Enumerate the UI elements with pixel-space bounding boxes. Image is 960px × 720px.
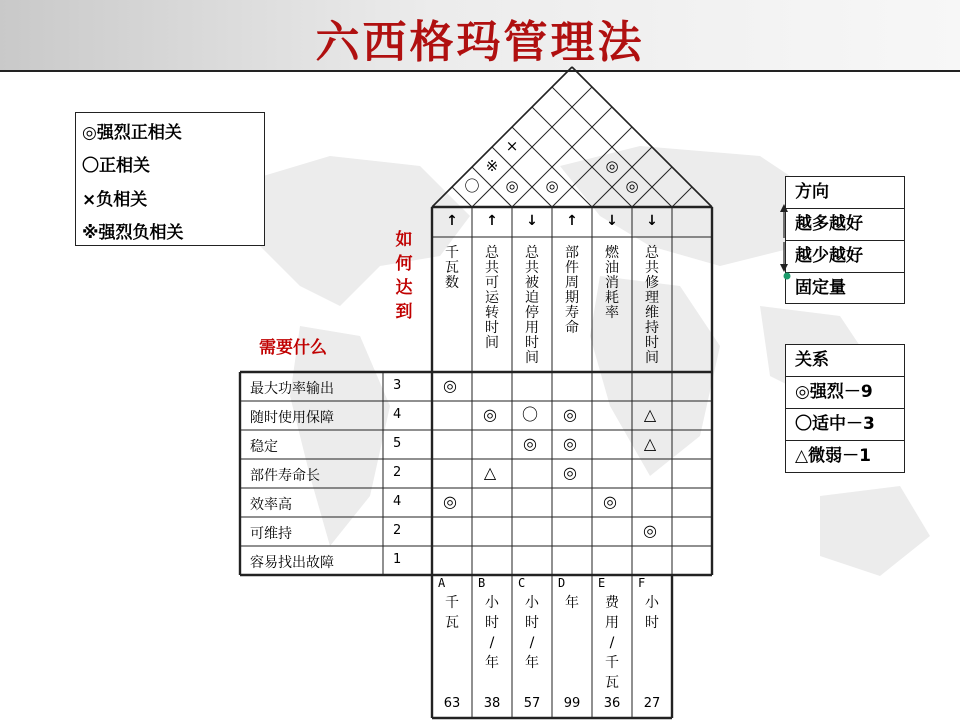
roof-correlation-symbol: ※ bbox=[485, 157, 499, 175]
how-target-value: 38 bbox=[483, 696, 501, 711]
direction-legend-more: 越多越好 bbox=[786, 209, 904, 241]
how-target-value: 99 bbox=[563, 696, 581, 711]
how-direction-arrow: ↑ bbox=[566, 213, 578, 229]
how-unit: 年 bbox=[565, 595, 579, 611]
how-unit: 小 时 / 年 bbox=[485, 595, 499, 671]
what-name: 稳定 bbox=[250, 439, 278, 455]
what-weight: 4 bbox=[393, 407, 402, 422]
how-letter: C bbox=[518, 576, 526, 590]
relationship-symbol: ◎ bbox=[563, 463, 577, 482]
what-name: 效率高 bbox=[250, 497, 292, 513]
roof-correlation-symbol: × bbox=[505, 137, 519, 155]
how-letter: D bbox=[558, 576, 566, 590]
relationship-symbol: ◎ bbox=[563, 434, 577, 453]
relationship-symbol: △ bbox=[643, 405, 657, 424]
what-weight: 3 bbox=[393, 378, 402, 393]
how-name: 总 共 被 迫 停 用 时 间 bbox=[525, 245, 539, 366]
relation-legend-weak: △微弱－1 bbox=[795, 446, 871, 466]
relationship-symbol: △ bbox=[483, 463, 497, 482]
what-weight: 1 bbox=[393, 552, 402, 567]
direction-legend-less: 越少越好 bbox=[786, 241, 904, 273]
relationship-symbol: △ bbox=[643, 434, 657, 453]
page-title: 六西格玛管理法 bbox=[315, 17, 645, 68]
roof-correlation-symbol: ◎ bbox=[505, 177, 519, 195]
what-weight: 5 bbox=[393, 436, 402, 451]
relation-legend-title: 关系 bbox=[786, 345, 904, 377]
what-name: 随时使用保障 bbox=[250, 410, 334, 426]
how-letter: A bbox=[438, 576, 446, 590]
legend-strong-positive: ◎强烈正相关 bbox=[82, 123, 182, 143]
what-weight: 2 bbox=[393, 465, 402, 480]
relationship-symbol: 〇 bbox=[521, 405, 538, 424]
how-target-value: 36 bbox=[603, 696, 621, 711]
how-name: 总 共 可 运 转 时 间 bbox=[485, 245, 499, 351]
relationship-symbol: ◎ bbox=[443, 492, 457, 511]
how-direction-arrow: ↓ bbox=[526, 213, 538, 229]
how-unit: 小 时 / 年 bbox=[525, 595, 539, 671]
relationship-symbol: ◎ bbox=[523, 434, 537, 453]
direction-legend-title: 方向 bbox=[786, 177, 904, 209]
direction-legend-fixed: 固定量 bbox=[795, 278, 846, 298]
how-unit: 小 时 bbox=[645, 595, 659, 631]
roof-correlation-symbol: ◎ bbox=[625, 177, 639, 195]
relationship-symbol: ◎ bbox=[563, 405, 577, 424]
relationship-symbol: ◎ bbox=[443, 376, 457, 395]
how-unit: 千 瓦 bbox=[445, 595, 459, 631]
legend-strong-negative: ※强烈负相关 bbox=[82, 223, 184, 243]
how-direction-arrow: ↓ bbox=[646, 213, 658, 229]
what-name: 最大功率输出 bbox=[250, 381, 334, 397]
roof-correlation-symbol: ◎ bbox=[545, 177, 559, 195]
legend-negative: ×负相关 bbox=[82, 190, 148, 210]
how-unit: 费 用 / 千 瓦 bbox=[605, 595, 619, 691]
what-label: 需要什么 bbox=[259, 338, 327, 358]
relationship-symbol: ◎ bbox=[603, 492, 617, 511]
how-label: 如 何 达 到 bbox=[395, 230, 413, 322]
relation-legend-medium: 〇适中－3 bbox=[786, 409, 904, 441]
how-target-value: 27 bbox=[643, 696, 661, 711]
how-direction-arrow: ↑ bbox=[446, 213, 458, 229]
how-letter: B bbox=[478, 576, 486, 590]
how-target-value: 63 bbox=[443, 696, 461, 711]
relationship-symbol: ◎ bbox=[643, 521, 657, 540]
roof-correlation-symbol: 〇 bbox=[464, 177, 480, 195]
how-direction-arrow: ↑ bbox=[486, 213, 498, 229]
how-name: 燃 油 消 耗 率 bbox=[605, 245, 619, 321]
legend-positive: 〇正相关 bbox=[82, 156, 150, 176]
what-weight: 4 bbox=[393, 494, 402, 509]
how-name: 部 件 周 期 寿 命 bbox=[565, 245, 579, 336]
how-direction-arrow: ↓ bbox=[606, 213, 618, 229]
what-name: 部件寿命长 bbox=[250, 468, 320, 484]
what-name: 容易找出故障 bbox=[250, 555, 334, 571]
relation-legend-strong: ◎强烈－9 bbox=[786, 377, 904, 409]
how-name: 总 共 修 理 维 持 时 间 bbox=[645, 245, 659, 366]
how-target-value: 57 bbox=[523, 696, 541, 711]
relationship-symbol: ◎ bbox=[483, 405, 497, 424]
what-name: 可维持 bbox=[250, 526, 292, 542]
roof-correlation-symbol: ◎ bbox=[605, 157, 619, 175]
how-letter: E bbox=[598, 576, 606, 590]
how-name: 千 瓦 数 bbox=[445, 245, 459, 291]
what-weight: 2 bbox=[393, 523, 402, 538]
how-letter: F bbox=[638, 576, 646, 590]
